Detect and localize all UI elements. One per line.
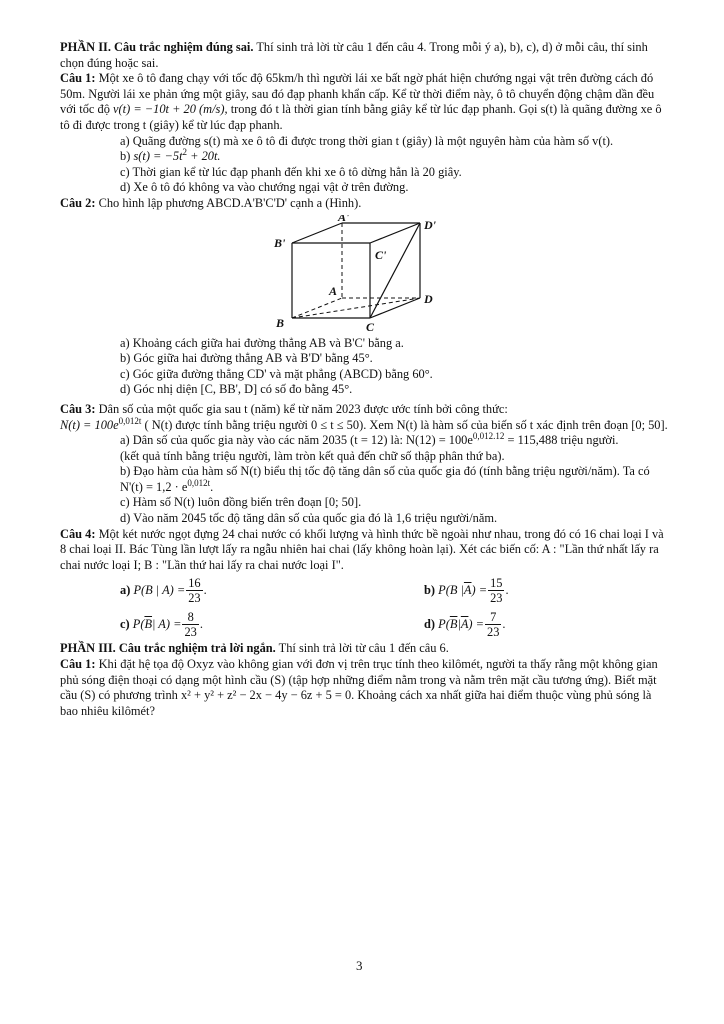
q1-option-c: c) Thời gian kể từ lúc đạp phanh đến khi xe ô tô dừng hẳn là 20 giây. [120,164,462,179]
q1-label: Câu 1: [60,71,96,86]
q3-option-a: a) Dân số của quốc gia này vào các năm 2035 (t = 12) là: $N(12) = 100e^{0,012.12} = 115,488$ triệu người. [120,430,619,448]
label-c: C [366,319,375,333]
fraction: $\frac{8}{23}$ [184,609,197,639]
edge-c-d [370,298,420,318]
part3-intro: Thí sinh trả lời từ câu 1 đến câu 6. [278,641,449,656]
q1-option-b: b) $s(t) = -5t^2 + 20t$. [120,147,221,164]
segment-b-d [292,298,420,318]
part3-heading [60,641,668,657]
q3-formula: $N(t) = 100e^{0,012t}$ ( N(t) được tính bằng triệu người 0 ≤ t ≤ 50). Xem N(t) là hàm số của biến số t xác định trên đoạn [0; 50]. [60,415,668,432]
label-a-prime: A' [338,214,350,224]
fraction: $\frac{7}{23}$ [487,609,500,639]
q4-options-row-2 [60,607,668,641]
q4-stem: Câu 4: Một két nước ngọt đựng 24 chai nước có khối lượng và hình thức bề ngoài như nhau, trong đó có 16 chai loại I và 8 chai loại II. Bác Tùng lần lượt lấy ra ngẫu nhiên hai chai (lấy không hoàn lại). Xét các biến cố: A : "Lần thứ nhất lấy ra chai nước loại I; B : "Lần thứ hai lấy ra chai nước loại I". [60,526,664,572]
q1-velocity: v(t) = −10t + 20 (m/s), [113,102,228,117]
part3-title: PHẦN III. Câu trắc nghiệm trả lời ngắn. [60,641,276,656]
q2-option-b: b) Góc giữa hai đường thẳng AB và B'D' bằng 45°. [120,351,373,366]
label-d: D [424,291,433,306]
q3-label: Câu 3: [60,401,96,416]
cube-diagram [272,215,442,333]
document-page [60,40,668,719]
q4-option-d: d) P( $\overline{B}$ | $\overline{A}$ ) = $\frac{7}{23}$ . [424,609,506,639]
label-c-prime: C' [375,247,387,262]
edge-b-a [292,298,342,318]
edge-dp-cp [370,223,420,243]
q1-option-a: a) Quãng đường s(t) mà xe ô tô đi được trong thời gian t (giây) là một nguyên hàm của hàm số v(t). [120,133,614,148]
label-b: B [276,315,285,330]
label-a: A [329,283,338,298]
page-number: 3 [356,958,363,973]
q3-option-b: b) Đạo hàm của hàm số N(t) biểu thị tốc độ tăng dân số của quốc gia đó (tính bằng triệu người/năm). Ta có $N'(t) = 1,2 \cdot e^{0,012t}$. [120,464,650,494]
fraction: $\frac{16}{23}$ [188,575,201,605]
label-d-prime: D' [424,217,436,232]
fraction: $\frac{15}{23}$ [490,575,503,605]
part2-heading [60,40,668,71]
q1-option-d: d) Xe ô tô đó không va vào chướng ngại vật ở trên đường. [120,180,409,195]
q2-label: Câu 2: [60,195,96,210]
q3-option-d: d) Vào năm 2045 tốc độ tăng dân số của quốc gia đó là 1,6 triệu người/năm. [120,511,498,526]
q2-option-c: c) Góc giữa đường thẳng CD' và mặt phẳng (ABCD) bằng 60°. [120,366,433,381]
part2-title: PHẦN II. Câu trắc nghiệm đúng sai. [60,40,254,54]
p3q1-label: Câu 1: [60,657,96,672]
edge-bp-ap [292,223,342,243]
q2-option-a: a) Khoảng cách giữa hai đường thẳng AB và B'C' bằng a. [120,335,404,350]
q1-stem: Câu 1: Một xe ô tô đang chạy với tốc độ 65km/h thì người lái xe bất ngờ phát hiện chướng ngại vật trên đường cách đó 50m. Người lái xe phản ứng một giây, sau đó đạp phanh khẩn cấp. Kể từ thời điểm này, ô tô chuyển động chậm dần đều với tốc độ v(t) = −10t + 20 (m/s), trong đó t là thời gian tính bằng giây kể từ lúc đạp phanh. Gọi s(t) là quãng đường xe ô tô đi được trong t (giây) kể từ lúc đạp phanh. [60,71,662,132]
cube-figure [60,215,668,333]
p3q1-stem: Câu 1: Khi đặt hệ tọa độ Oxyz vào không gian với đơn vị trên trục tính theo kilômét, người ta thấy rằng một không gian phủ sóng điện thoại có dạng một hình cầu (S) (tập hợp những điểm nằm trong và nằm trên mặt cầu tương ứng). Biết mặt cầu (S) có phương trình x² + y² + z² − 2x − 4y − 6z + 5 = 0. Khoảng cách xa nhất giữa hai điểm thuộc vùng phủ sóng là bao nhiêu kilômét? [60,657,658,718]
q4-label: Câu 4: [60,526,96,541]
q4-options-row-1 [60,573,668,607]
q3-stem: Câu 3: Dân số của một quốc gia sau t (năm) kể từ năm 2023 được ước tính bởi công thức: [60,401,508,416]
q4-option-b: b) P(B | $\overline{A}$ ) = $\frac{15}{23}$ . [424,575,509,605]
q2-option-d: d) Góc nhị diện [C, BB', D] có số đo bằng 45°. [120,382,353,397]
part2-intro: Thí sinh trả lời từ câu 1 đến câu 4. Trong mỗi ý a), b), c), d) ở mỗi câu, thí sinh chọn đúng hoặc sai. [60,40,648,70]
q2-stem: Câu 2: Cho hình lập phương ABCD.A'B'C'D' cạnh a (Hình). [60,195,362,210]
q3-option-a-note: (kết quả tính bằng triệu người, làm tròn kết quả đến chữ số thập phân thứ ba). [120,448,505,463]
q4-option-c: c) P( $\overline{B}$ | A) = $\frac{8}{23}$ . [120,609,203,639]
label-b-prime: B' [274,235,286,250]
q4-option-a: a) P(B | A) = $\frac{16}{23}$ . [120,575,207,605]
q3-option-c: c) Hàm số N(t) luôn đồng biến trên đoạn [0; 50]. [120,495,362,510]
segment-c-dp [370,223,420,318]
